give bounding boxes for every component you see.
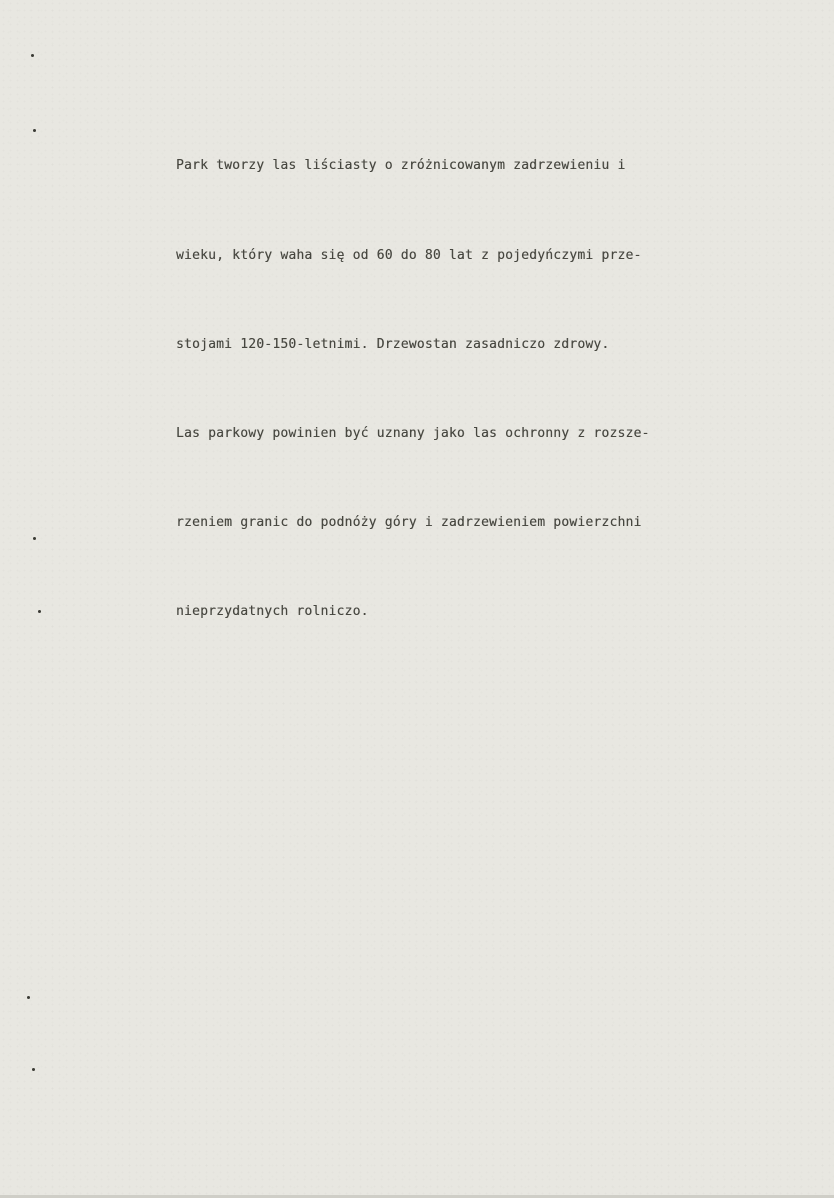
margin-dot (32, 1068, 35, 1071)
margin-dot (33, 537, 36, 540)
margin-dot (31, 54, 34, 57)
text-line: Las parkowy powinien być uznany jako las ochronny z rozsze- (176, 425, 650, 441)
margin-dot (27, 996, 30, 999)
text-line: rzeniem granic do podnóży góry i zadrzewieniem powierzchni (176, 514, 642, 530)
text-line: wieku, który waha się od 60 do 80 lat z pojedyńczymi prze- (176, 247, 642, 263)
text-line: stojami 120-150-letnimi. Drzewostan zasadniczo zdrowy. (176, 336, 610, 352)
typed-paragraph (176, 92, 786, 686)
text-line: nieprzydatnych rolniczo. (176, 603, 369, 619)
margin-dot (33, 129, 36, 132)
margin-dot (38, 610, 41, 613)
text-line: Park tworzy las liściasty o zróżnicowanym zadrzewieniu i (176, 158, 626, 174)
